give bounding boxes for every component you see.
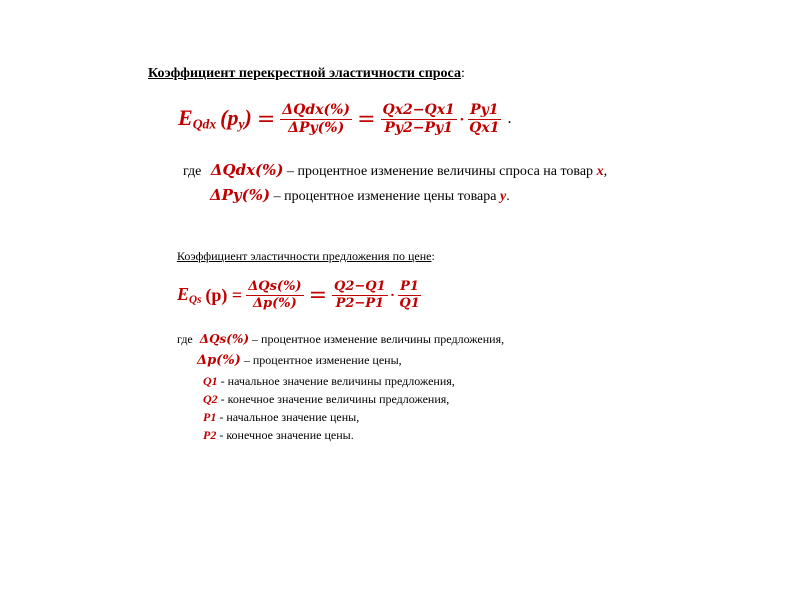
section2-definition-6: P2 - конечное значение цены. — [203, 428, 354, 442]
section2-definition-3: Q1 - начальное значение величины предложения, — [203, 374, 455, 388]
fraction-percent-change: $\frac{\text{ΔQdx(\%)}}{\text{ΔPy(\%)}}$ — [282, 101, 351, 136]
cross-elasticity-formula: $E_{Qdx}$ $(p_y)$ = $\frac{\text{ΔQdx(\%)}}{\text{ΔPy(\%)}}$ = $\frac{Qx2-Qx1}{Py2-Py1}$ · $\frac{Py1}{Qx1}$ . — [178, 101, 512, 136]
section2-definition-1: где ΔQs(%) – процентное изменение величины предложения, — [177, 332, 505, 346]
fraction-delta-ratio: $\frac{Qx2-Qx1}{Py2-Py1}$ — [382, 101, 455, 136]
fraction-percent-change: $\frac{\text{ΔQs(\%)}}{\Delta p(\%)}$ — [248, 278, 302, 311]
section1-definition-2: ΔPy(%) – процентное изменение цены товара y. — [210, 186, 510, 204]
section2-title: Коэффициент эластичности предложения по цене: — [177, 249, 435, 263]
fraction-base-ratio: $\frac{P1}{Q1}$ — [399, 278, 420, 311]
section2-definition-2: Δp(%) – процентное изменение цены, — [197, 353, 402, 368]
section2-definition-5: P1 - начальное значение цены, — [203, 410, 360, 424]
supply-elasticity-formula: $E_{Qs}$ (p) = $\frac{\text{ΔQs(\%)}}{\Delta p(\%)}$ = $\frac{Q2-Q1}{P2-P1}$ · $\frac{P1}{Q1}$ — [177, 278, 420, 311]
section1-title: Коэффициент перекрестной эластичности спроса: — [148, 66, 465, 81]
fraction-base-ratio: $\frac{Py1}{Qx1}$ — [469, 101, 500, 136]
section2-title-text: Коэффициент эластичности предложения по цене — [177, 249, 432, 263]
section1-title-text: Коэффициент перекрестной эластичности спроса — [148, 66, 461, 81]
fraction-delta-ratio: $\frac{Q2-Q1}{P2-P1}$ — [334, 278, 386, 311]
section1-definition-1: где ΔQdx(%) – процентное изменение величины спроса на товар x, — [183, 161, 608, 179]
section2-definition-4: Q2 - конечное значение величины предложения, — [203, 392, 450, 406]
